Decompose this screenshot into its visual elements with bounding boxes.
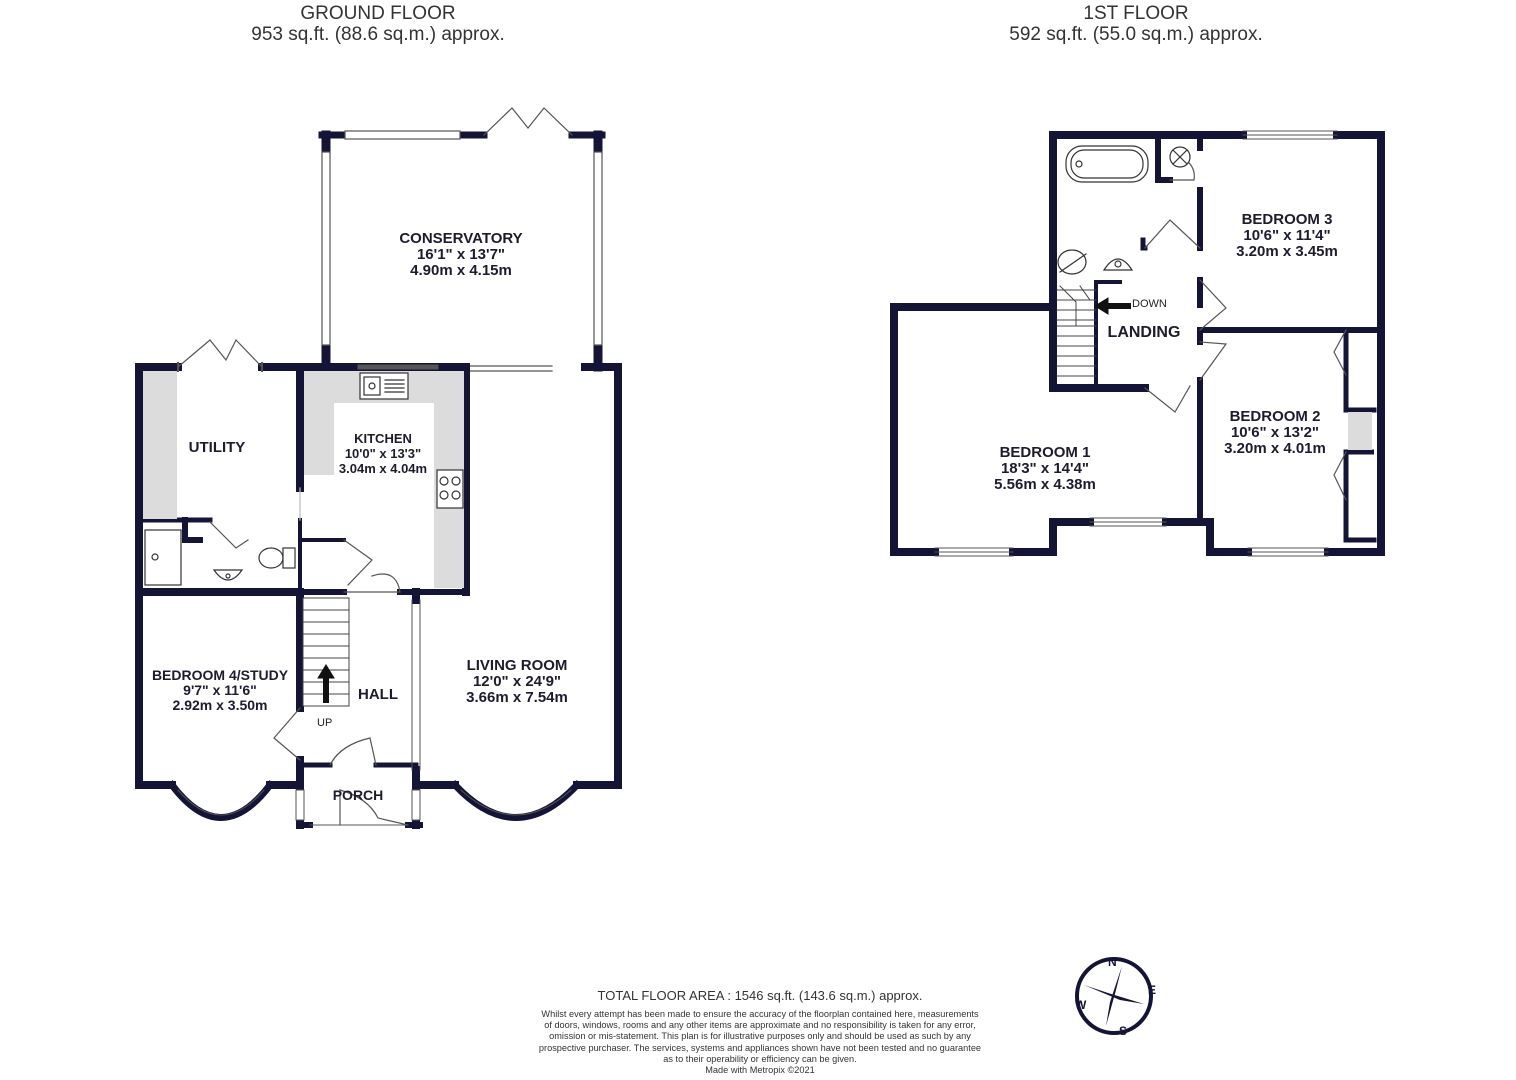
room-name: UTILITY bbox=[188, 439, 246, 456]
room-metric: 3.66m x 7.54m bbox=[466, 689, 568, 706]
room-name: BEDROOM 4/STUDY bbox=[151, 667, 289, 683]
stairs-down-label: DOWN bbox=[1132, 298, 1167, 310]
disclaimer-line: omission or mis-statement. This plan is for illustrative purposes only and should be used as such by any bbox=[549, 1031, 971, 1042]
made-with-credit: Made with Metropix ©2021 bbox=[705, 1065, 815, 1076]
room-hall bbox=[348, 687, 408, 703]
total-floor-area: TOTAL FLOOR AREA : 1546 sq.ft. (143.6 sq.m.) approx. bbox=[597, 988, 923, 1003]
room-name: PORCH bbox=[332, 787, 384, 803]
room-name: HALL bbox=[358, 686, 398, 703]
room-bedroom-4-study bbox=[140, 668, 300, 713]
room-porch bbox=[318, 787, 398, 803]
disclaimer-line: prospective purchaser. The services, systems and appliances shown have not been tested and no guarantee bbox=[538, 1042, 982, 1053]
room-name: CONSERVATORY bbox=[399, 230, 523, 247]
room-metric: 2.92m x 3.50m bbox=[172, 697, 268, 713]
room-bedroom-3 bbox=[1217, 212, 1357, 260]
stairs-up-label: UP bbox=[317, 717, 333, 729]
room-name: LANDING bbox=[1107, 324, 1181, 341]
disclaimer-line: as to their operability or efficiency can be given. bbox=[663, 1053, 857, 1064]
disclaimer-line: of doors, windows, rooms and any other items are approximate and no responsibility is taken for any error, bbox=[544, 1020, 976, 1031]
compass-north: N bbox=[1108, 955, 1117, 969]
disclaimer-line: Whilst every attempt has been made to ensure the accuracy of the floorplan contained here, measurements bbox=[541, 1009, 979, 1019]
room-imperial: 10'0" x 13'3" bbox=[344, 446, 422, 461]
compass-west: W bbox=[1075, 998, 1087, 1012]
room-conservatory bbox=[381, 231, 541, 279]
room-bedroom-2 bbox=[1205, 409, 1345, 457]
room-imperial: 10'6" x 11'4" bbox=[1243, 227, 1331, 244]
ground-floor-area: 953 sq.ft. (88.6 sq.m.) approx. bbox=[251, 24, 505, 45]
room-metric: 4.90m x 4.15m bbox=[410, 262, 512, 279]
room-name: BEDROOM 3 bbox=[1241, 211, 1333, 228]
room-imperial: 12'0" x 24'9" bbox=[472, 673, 562, 690]
room-imperial: 16'1" x 13'7" bbox=[416, 246, 506, 263]
first-stairs bbox=[1057, 286, 1096, 376]
room-name: KITCHEN bbox=[354, 431, 412, 446]
room-landing bbox=[1098, 325, 1190, 341]
disclaimer bbox=[480, 1009, 1040, 1065]
first-floor-title: 1ST FLOOR bbox=[1083, 3, 1189, 24]
compass-east: E bbox=[1148, 983, 1157, 997]
room-kitchen bbox=[313, 431, 453, 476]
footer bbox=[480, 988, 1040, 1075]
room-bedroom-1 bbox=[965, 445, 1125, 493]
ground-floor-title: GROUND FLOOR bbox=[300, 3, 456, 24]
ground-doors bbox=[178, 340, 408, 825]
room-metric: 3.20m x 3.45m bbox=[1236, 243, 1338, 260]
room-imperial: 18'3" x 14'4" bbox=[1000, 460, 1090, 477]
room-name: BEDROOM 1 bbox=[999, 444, 1091, 461]
shower-tray bbox=[145, 530, 181, 585]
room-utility bbox=[167, 440, 267, 456]
compass-south: S bbox=[1119, 1024, 1128, 1038]
room-metric: 5.56m x 4.38m bbox=[994, 476, 1096, 493]
room-metric: 3.20m x 4.01m bbox=[1224, 440, 1326, 457]
room-name: BEDROOM 2 bbox=[1229, 408, 1321, 425]
compass-icon bbox=[1077, 959, 1151, 1033]
room-name: LIVING ROOM bbox=[466, 657, 568, 674]
room-imperial: 9'7" x 11'6" bbox=[183, 682, 257, 698]
room-living-room bbox=[442, 658, 592, 706]
room-imperial: 10'6" x 13'2" bbox=[1230, 424, 1320, 441]
first-floor-area: 592 sq.ft. (55.0 sq.m.) approx. bbox=[1009, 24, 1263, 45]
room-metric: 3.04m x 4.04m bbox=[338, 461, 428, 476]
toilet bbox=[259, 548, 283, 568]
